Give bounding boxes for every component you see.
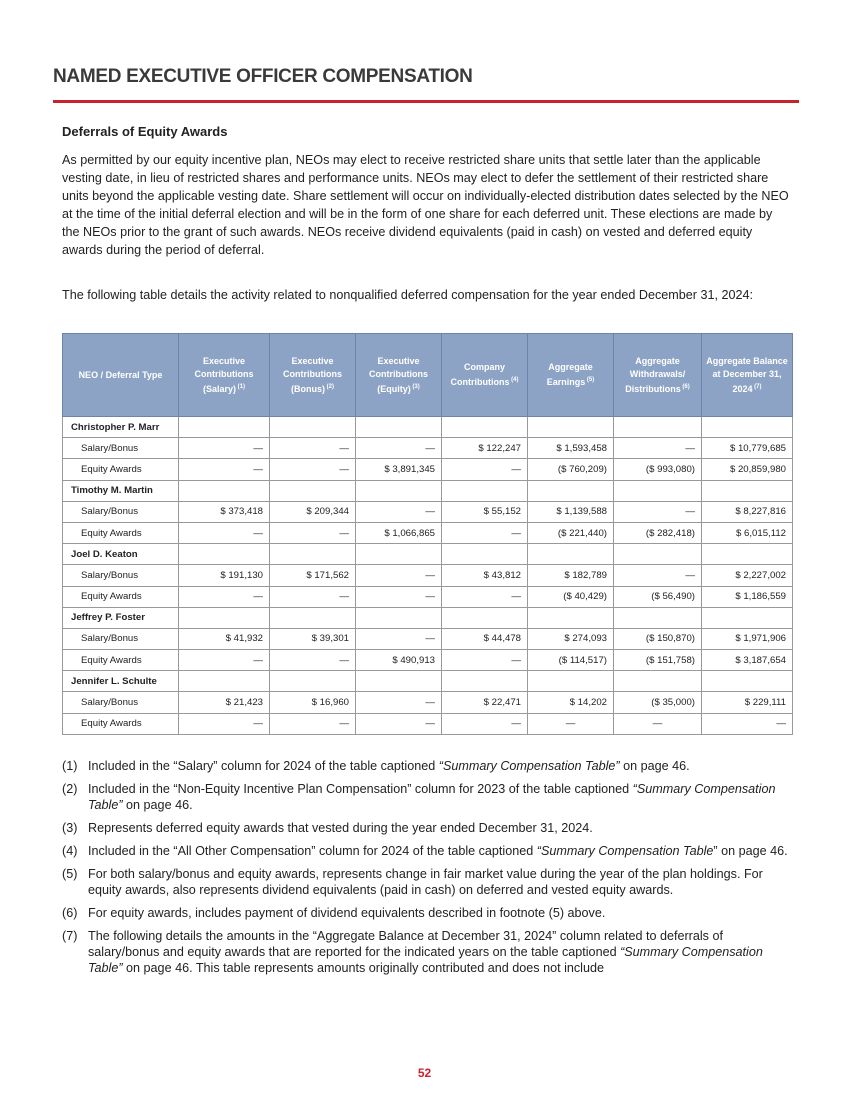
footnote-text: on page 46. This table represents amounts originally contributed and does not include [122, 961, 604, 975]
footnote-text: on page 46. [122, 798, 193, 812]
empty-cell [270, 607, 356, 628]
table-cell: $ 21,423 [179, 692, 270, 713]
executive-name: Jeffrey P. Foster [63, 607, 179, 628]
table-cell: — [179, 650, 270, 671]
footnote-number: (2) [62, 782, 78, 796]
empty-cell [702, 417, 793, 438]
table-cell: — [179, 459, 270, 480]
empty-cell [528, 671, 614, 692]
table-cell: $ 490,913 [356, 650, 442, 671]
table-cell: ($ 221,440) [528, 522, 614, 543]
deferred-compensation-table [62, 333, 793, 735]
column-header [614, 334, 702, 417]
executive-name-row [63, 480, 793, 501]
column-header-text: Executive Contributions (Salary) [194, 355, 254, 394]
column-header-text: Aggregate Earnings [546, 362, 593, 387]
empty-cell [356, 480, 442, 501]
table-cell: $ 3,187,654 [702, 650, 793, 671]
footnote-citation: “Summary Compensation Table” [88, 782, 776, 812]
footnote-text: ” on page 46. [713, 844, 788, 858]
footnote-ref: (6) [680, 383, 690, 390]
column-header [442, 334, 528, 417]
table-cell: ($ 150,870) [614, 628, 702, 649]
table-cell: — [442, 586, 528, 607]
table-cell: — [442, 522, 528, 543]
empty-cell [528, 544, 614, 565]
table-cell: $ 209,344 [270, 501, 356, 522]
executive-name-row [63, 671, 793, 692]
table-row [63, 438, 793, 459]
footnote-text: Included in the “Non-Equity Incentive Plan Compensation” column for 2023 of the table captioned [88, 782, 633, 796]
footnote-text: on page 46. [619, 759, 690, 773]
column-header-text: NEO / Deferral Type [78, 369, 163, 380]
empty-cell [702, 607, 793, 628]
table-cell: — [356, 713, 442, 734]
table-cell: $ 274,093 [528, 628, 614, 649]
table-cell: — [270, 586, 356, 607]
table-cell: — [270, 713, 356, 734]
table-cell: $ 22,471 [442, 692, 528, 713]
empty-cell [270, 544, 356, 565]
table-cell: $ 3,891,345 [356, 459, 442, 480]
table-cell: — [179, 438, 270, 459]
executive-name-row [63, 607, 793, 628]
table-cell: — [702, 713, 793, 734]
table-intro-paragraph: The following table details the activity related to nonqualified deferred compensation for the year ended December 31, 2024: [62, 288, 753, 302]
table-cell: $ 44,478 [442, 628, 528, 649]
footnote-number: (5) [62, 867, 78, 881]
footnote-text: For both salary/bonus and equity awards, represents change in fair market value during the year of the plan holdings. For equity awards, also represents dividend equivalents (paid in cash) on deferred and vested equity awards. [88, 867, 763, 897]
empty-cell [614, 417, 702, 438]
table-cell: $ 43,812 [442, 565, 528, 586]
footnote-text: The following details the amounts in the “Aggregate Balance at December 31, 2024” column related to deferrals of salary/bonus and equity awards that are reported for the indicated years on the table captioned [88, 929, 723, 959]
footnote [62, 866, 797, 898]
empty-cell [614, 544, 702, 565]
page-title: NAMED EXECUTIVE OFFICER COMPENSATION [53, 66, 473, 87]
column-header [63, 334, 179, 417]
table-cell: $ 10,779,685 [702, 438, 793, 459]
table-cell: ($ 760,209) [528, 459, 614, 480]
table-cell: — [356, 565, 442, 586]
table-header-row [63, 334, 793, 417]
table-row [63, 628, 793, 649]
footnote-text: Included in the “Salary” column for 2024 of the table captioned [88, 759, 439, 773]
table-cell: $ 1,971,906 [702, 628, 793, 649]
table-cell: — [614, 438, 702, 459]
table-cell: — [356, 692, 442, 713]
footnote-ref: (7) [752, 383, 762, 390]
table-cell: $ 41,932 [179, 628, 270, 649]
table-cell: — [179, 713, 270, 734]
empty-cell [528, 480, 614, 501]
footnote-number: (7) [62, 929, 78, 943]
empty-cell [356, 607, 442, 628]
deferral-type: Salary/Bonus [63, 501, 179, 522]
empty-cell [528, 607, 614, 628]
table-cell: — [356, 628, 442, 649]
table-row [63, 522, 793, 543]
column-header-text: Executive Contributions (Equity) [369, 355, 428, 394]
table-cell: — [442, 650, 528, 671]
table-cell: ($ 282,418) [614, 522, 702, 543]
empty-cell [614, 607, 702, 628]
table-body [63, 417, 793, 735]
table-cell: ($ 35,000) [614, 692, 702, 713]
table-cell: $ 8,227,816 [702, 501, 793, 522]
footnote-citation: “Summary Compensation Table” [438, 759, 620, 773]
table-cell: $ 39,301 [270, 628, 356, 649]
section-subtitle: Deferrals of Equity Awards [62, 124, 228, 139]
footnote-text: Included in the “All Other Compensation” column for 2024 of the table captioned [88, 844, 537, 858]
table-cell: — [356, 501, 442, 522]
column-header-text: Company Contributions [450, 362, 510, 387]
table-cell: ($ 40,429) [528, 586, 614, 607]
deferral-type: Salary/Bonus [63, 628, 179, 649]
empty-cell [270, 417, 356, 438]
footnote [62, 781, 797, 813]
empty-cell [442, 417, 528, 438]
table-cell: $ 16,960 [270, 692, 356, 713]
page-number: 52 [417, 1066, 432, 1080]
empty-cell [442, 671, 528, 692]
column-header-text: Executive Contributions (Bonus) [283, 355, 342, 394]
footnote-ref: (2) [325, 383, 334, 390]
deferral-type: Equity Awards [63, 586, 179, 607]
footnote [62, 905, 797, 921]
empty-cell [356, 671, 442, 692]
column-header [356, 334, 442, 417]
footnote [62, 928, 797, 976]
table-row [63, 692, 793, 713]
empty-cell [270, 671, 356, 692]
footnote-number: (1) [62, 759, 78, 773]
empty-cell [179, 607, 270, 628]
executive-name-row [63, 417, 793, 438]
table-cell: — [442, 713, 528, 734]
table-cell: $ 373,418 [179, 501, 270, 522]
table-cell: ($ 114,517) [528, 650, 614, 671]
table-cell: $ 2,227,002 [702, 565, 793, 586]
table-cell: — [270, 459, 356, 480]
table-cell: — [614, 713, 702, 734]
table-cell: $ 171,562 [270, 565, 356, 586]
table-cell: — [614, 501, 702, 522]
deferral-type: Salary/Bonus [63, 438, 179, 459]
table-cell: $ 122,247 [442, 438, 528, 459]
empty-cell [179, 480, 270, 501]
executive-name: Christopher P. Marr [63, 417, 179, 438]
empty-cell [702, 480, 793, 501]
table-cell: $ 20,859,980 [702, 459, 793, 480]
empty-cell [179, 417, 270, 438]
table-cell: $ 182,789 [528, 565, 614, 586]
table-cell: $ 14,202 [528, 692, 614, 713]
footnote [62, 820, 797, 836]
empty-cell [702, 544, 793, 565]
table-row [63, 713, 793, 734]
column-header [270, 334, 356, 417]
empty-cell [356, 544, 442, 565]
empty-cell [179, 671, 270, 692]
table-row [63, 650, 793, 671]
column-header-text: Aggregate Withdrawals/ Distributions [625, 355, 686, 394]
table-cell: — [270, 522, 356, 543]
table-cell: — [270, 438, 356, 459]
table-cell: $ 191,130 [179, 565, 270, 586]
footnote-text: For equity awards, includes payment of dividend equivalents described in footnote (5) above. [88, 906, 606, 920]
table-row [63, 565, 793, 586]
empty-cell [270, 480, 356, 501]
deferral-type: Equity Awards [63, 522, 179, 543]
deferral-type: Equity Awards [63, 713, 179, 734]
footnote [62, 758, 797, 774]
column-header [528, 334, 614, 417]
empty-cell [179, 544, 270, 565]
table-cell: — [179, 586, 270, 607]
empty-cell [356, 417, 442, 438]
footnote-ref: (4) [509, 377, 519, 383]
column-header-text: Aggregate Balance at December 31, 2024 [706, 355, 788, 394]
table-cell: — [179, 522, 270, 543]
header-rule [53, 100, 799, 103]
table-cell: — [614, 565, 702, 586]
table-cell: $ 1,066,865 [356, 522, 442, 543]
table-row [63, 586, 793, 607]
footnote-number: (4) [62, 844, 78, 858]
footnote-ref: (3) [410, 383, 420, 390]
executive-name: Joel D. Keaton [63, 544, 179, 565]
deferral-type: Equity Awards [63, 459, 179, 480]
table-cell: ($ 993,080) [614, 459, 702, 480]
executive-name: Jennifer L. Schulte [63, 671, 179, 692]
deferral-type: Equity Awards [63, 650, 179, 671]
table-cell: $ 229,111 [702, 692, 793, 713]
footnotes [62, 758, 797, 983]
table-cell: — [528, 713, 614, 734]
table-cell: — [442, 459, 528, 480]
column-header [702, 334, 793, 417]
footnote-ref: (1) [236, 383, 246, 390]
table-row [63, 459, 793, 480]
footnote-citation: “Summary Compensation Table” [88, 945, 763, 975]
table-cell: — [356, 586, 442, 607]
deferral-type: Salary/Bonus [63, 565, 179, 586]
empty-cell [528, 417, 614, 438]
empty-cell [614, 671, 702, 692]
table-cell: — [270, 650, 356, 671]
table-row [63, 501, 793, 522]
table-cell: $ 1,139,588 [528, 501, 614, 522]
table-cell: $ 1,593,458 [528, 438, 614, 459]
empty-cell [442, 480, 528, 501]
table-cell: $ 55,152 [442, 501, 528, 522]
footnote [62, 843, 797, 859]
table-cell: $ 6,015,112 [702, 522, 793, 543]
table-cell: $ 1,186,559 [702, 586, 793, 607]
empty-cell [442, 544, 528, 565]
footnote-number: (3) [62, 821, 78, 835]
table-cell: ($ 56,490) [614, 586, 702, 607]
column-header [179, 334, 270, 417]
empty-cell [702, 671, 793, 692]
footnote-text: Represents deferred equity awards that vested during the year ended December 31, 2024. [88, 821, 593, 835]
footnote-ref: (5) [585, 377, 595, 383]
executive-name-row [63, 544, 793, 565]
table-cell: ($ 151,758) [614, 650, 702, 671]
footnote-number: (6) [62, 906, 78, 920]
table-cell: — [356, 438, 442, 459]
executive-name: Timothy M. Martin [63, 480, 179, 501]
footnote-citation: “Summary Compensation Table [536, 844, 714, 858]
empty-cell [614, 480, 702, 501]
deferral-type: Salary/Bonus [63, 692, 179, 713]
empty-cell [442, 607, 528, 628]
intro-paragraph: As permitted by our equity incentive plan, NEOs may elect to receive restricted share units that settle later than the applicable vesting date, in lieu of restricted shares and performance units. NEOs may elect to defer the settlement of their restricted share units beyond the applicable vesting date. Share settlement will occur on individually-elected distribution dates selected by the NEO at the time of the initial deferral election and will be in the form of one share for each deferred unit. These elections are made by the NEOs prior to the grant of such awards. NEOs receive dividend equivalents (paid in cash) on vested and deferred equity awards during the period of deferral. [62, 153, 789, 257]
